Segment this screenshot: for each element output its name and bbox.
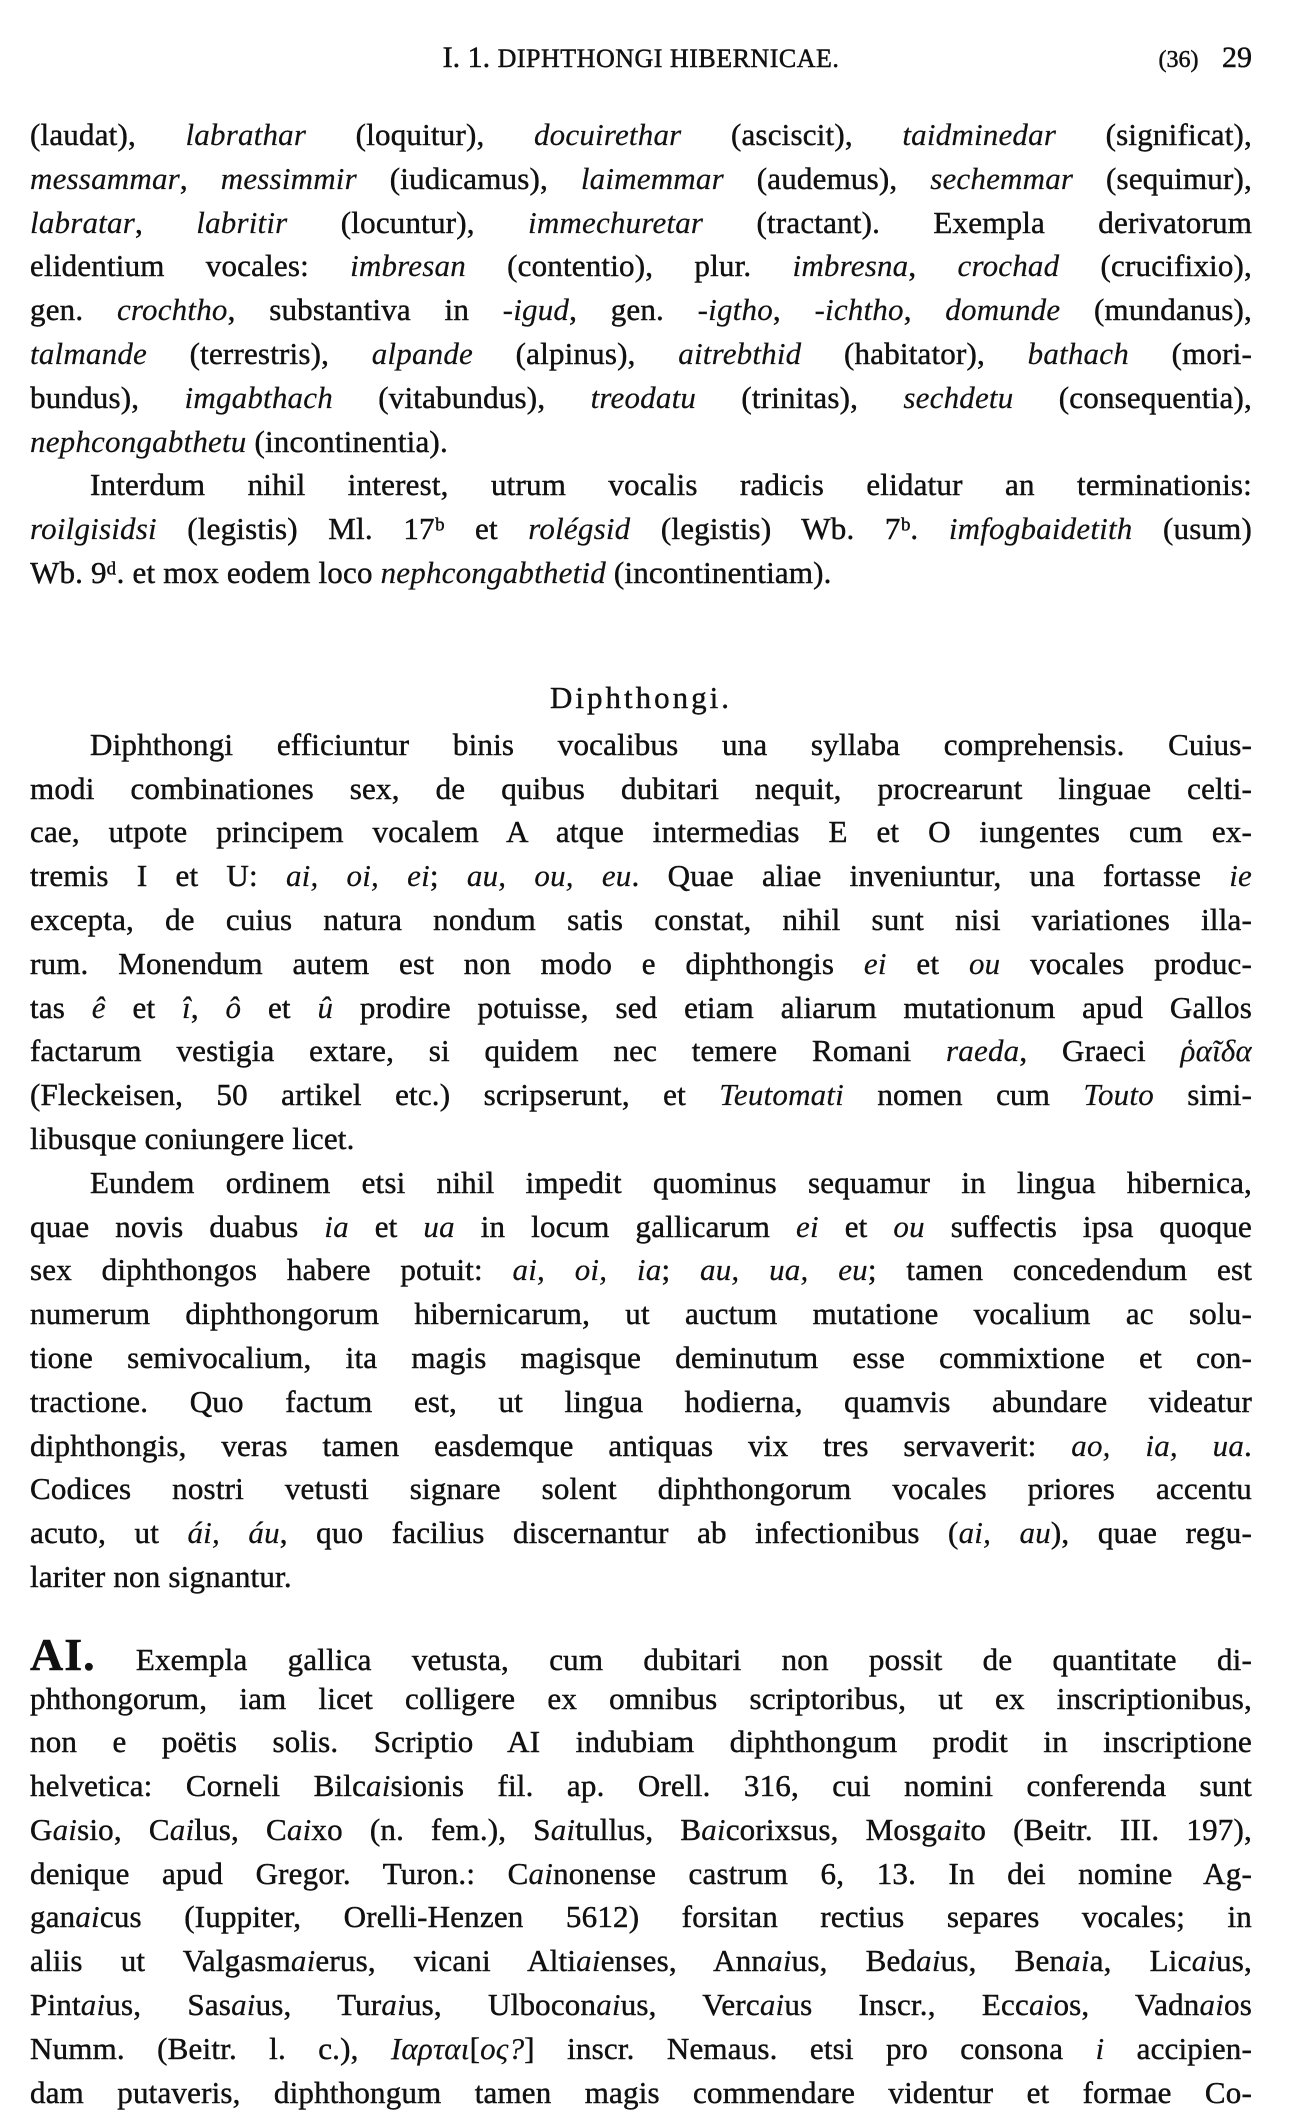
text-line	[30, 1424, 1252, 1468]
text-run: Interdum nihil interest, utrum vocalis radicis elidatur an terminationis:	[90, 467, 1252, 503]
italic-word: i	[1095, 2030, 1105, 2066]
italic-word: ie	[1229, 858, 1252, 894]
text-line	[30, 201, 1252, 245]
text-run: ), quae regu-	[1050, 1515, 1252, 1551]
text-run: os, Vadn	[1053, 1987, 1200, 2023]
italic-word: ai	[916, 1943, 941, 1979]
chapter-title: DIPHTHONGI HIBERNICAE.	[497, 44, 840, 73]
italic-word: laimemmar	[580, 160, 724, 196]
paragraph	[30, 113, 1252, 463]
text-run: us, Verc	[620, 1987, 760, 2023]
text-run: (locuntur),	[287, 204, 529, 240]
text-line	[30, 507, 1252, 551]
italic-word: ai, oi, ia	[512, 1252, 662, 1288]
italic-word: ô	[225, 989, 242, 1025]
italic-word: ai	[366, 1768, 391, 1804]
italic-word: ai	[75, 1899, 100, 1935]
italic-word: ai	[381, 1987, 406, 2023]
italic-word: messammar	[30, 160, 180, 196]
text-line	[30, 1852, 1252, 1896]
text-run: erus, vicani Alti	[315, 1943, 577, 1979]
text-run: non e poëtis solis. Scriptio AI indubiam diphthongum prodit in inscriptione	[30, 1724, 1252, 1760]
text-line	[30, 1248, 1252, 1292]
text-run: (incontinentiam).	[605, 554, 832, 590]
text-run: (tractant). Exempla derivatorum	[703, 204, 1252, 240]
italic-word: roilgisidsi	[30, 511, 157, 547]
text-run: bundus),	[30, 379, 185, 415]
text-run: , substantiva in	[227, 292, 503, 328]
text-line	[30, 1073, 1252, 1117]
text-line	[30, 1983, 1252, 2027]
text-run: .	[1244, 1427, 1252, 1463]
italic-word: imbresan	[350, 248, 466, 284]
text-line	[30, 1808, 1252, 1852]
italic-word: ê	[91, 989, 106, 1025]
text-run: et	[348, 1208, 424, 1244]
italic-word: sechemmar	[930, 160, 1074, 196]
text-line	[30, 332, 1252, 376]
italic-word: ai	[596, 1987, 621, 2023]
text-run: G	[30, 1811, 53, 1847]
text-run: dam putaveris, diphthongum tamen magis commendare videntur et formae Co-	[30, 2074, 1252, 2110]
text-run: us, Bed	[791, 1943, 917, 1979]
text-run: Codices nostri vetusti signare solent diphthongorum vocales priores accentu	[30, 1471, 1252, 1507]
italic-word: Teutomati	[719, 1077, 844, 1113]
text-run: prodire potuisse, sed etiam aliarum mutationum apud Gallos	[333, 989, 1252, 1025]
text-run: lus, C	[194, 1811, 287, 1847]
text-line	[30, 1467, 1252, 1511]
text-line	[30, 1161, 1252, 1205]
italic-word: ái, áu	[187, 1515, 280, 1551]
italic-word: au, ua, eu	[700, 1252, 868, 1288]
italic-word: talmande	[30, 335, 147, 371]
italic-word: ai	[701, 1811, 726, 1847]
text-line	[30, 1511, 1252, 1555]
italic-word: crochtho	[116, 292, 228, 328]
text-run: (legistis) Wb. 7ᵇ.	[630, 511, 949, 547]
text-run: (loquitur),	[306, 117, 534, 152]
text-run: Eundem ordinem etsi nihil impedit quominus sequamur in lingua hibernica,	[90, 1164, 1252, 1200]
section-heading: Diphthongi.	[550, 679, 732, 715]
italic-word: Ιαρται	[390, 2030, 470, 2066]
text-line	[30, 1895, 1252, 1939]
text-run: tione semivocalium, ita magis magisque deminutum esse commixtione et con-	[30, 1339, 1252, 1375]
text-run: . Quae aliae inveniuntur, una fortasse	[631, 858, 1230, 894]
original-page-number: (36)	[1158, 47, 1199, 73]
italic-word: aitrebthid	[678, 335, 802, 371]
text-line	[30, 1292, 1252, 1336]
italic-word: ος?	[480, 2030, 525, 2066]
text-run: us, Ulbocon	[405, 1987, 597, 2023]
text-run: phthongorum, iam licet colligere ex omnibus scriptoribus, ut ex inscriptionibus,	[30, 1680, 1252, 1716]
italic-word: ai	[937, 1811, 962, 1847]
italic-word: imfogbaidetith	[948, 511, 1133, 547]
italic-word: ai	[286, 1811, 312, 1847]
italic-word: ai	[52, 1811, 78, 1847]
italic-word: labratar	[30, 204, 135, 240]
italic-word: î	[182, 989, 191, 1025]
text-run: us, Sas	[105, 1987, 232, 2023]
text-run: us,	[1216, 1943, 1252, 1979]
text-run: (audemus),	[723, 160, 931, 196]
text-run: (mori-	[1128, 335, 1252, 371]
italic-word: ou	[968, 945, 1001, 981]
running-head	[30, 36, 1252, 80]
text-run: (iudicamus),	[356, 160, 581, 196]
text-run: (laudat),	[30, 117, 186, 152]
text-run: (incontinentia).	[246, 423, 448, 459]
paragraph	[30, 463, 1252, 594]
italic-word: ai	[767, 1943, 792, 1979]
text-run: suffectis ipsa quoque	[924, 1208, 1252, 1244]
text-line	[30, 420, 1252, 464]
italic-word: ai	[576, 1943, 601, 1979]
paragraph	[30, 723, 1252, 1161]
text-run: us, Ben	[940, 1943, 1066, 1979]
text-line	[30, 898, 1252, 942]
text-line	[30, 986, 1252, 1030]
italic-word: ai	[1199, 1987, 1225, 2023]
italic-word: ei	[796, 1208, 819, 1244]
text-line	[30, 1720, 1252, 1764]
text-line	[30, 113, 1252, 157]
text-run: ,	[179, 160, 221, 196]
italic-word: ai	[169, 1811, 195, 1847]
text-run: (sequimur),	[1073, 160, 1252, 196]
italic-word: ai	[1028, 1987, 1054, 2023]
text-run: factarum vestigia extare, si quidem nec temere Romani	[30, 1033, 947, 1069]
text-run: ; tamen concedendum est	[867, 1252, 1252, 1288]
text-run: rum. Monendum autem est non modo e diphthongis	[30, 945, 864, 981]
text-run: enses, Ann	[600, 1943, 768, 1979]
page-number: 29	[1222, 41, 1252, 74]
text-run: ;	[661, 1252, 701, 1288]
text-run: (habitator),	[801, 335, 1028, 371]
text-run: et	[886, 945, 969, 981]
text-run: et	[105, 989, 182, 1025]
text-line	[30, 288, 1252, 332]
italic-word: ai	[80, 1987, 106, 2023]
text-run: Diphthongi efficiuntur binis vocalibus una syllaba comprehensis. Cuius-	[90, 726, 1252, 762]
italic-word: alpande	[371, 335, 474, 371]
text-run: denique apud Gregor. Turon.: C	[30, 1855, 529, 1891]
text-line	[30, 1939, 1252, 1983]
text-line	[30, 1555, 1252, 1599]
italic-word: ai	[528, 1855, 554, 1891]
paragraph	[30, 1633, 1252, 2115]
text-run: ;	[429, 858, 467, 894]
text-run: sionis fil. ap. Orell. 316, cui nomini conferenda sunt	[390, 1768, 1252, 1804]
italic-word: treodatu	[590, 379, 697, 415]
text-run: cus (Iuppiter, Orelli-Henzen 5612) forsitan rectius separes vocales; in	[99, 1899, 1252, 1935]
text-line	[30, 463, 1252, 507]
italic-word: docuirethar	[533, 117, 682, 152]
text-line	[30, 1205, 1252, 1249]
text-run: simi-	[1153, 1077, 1252, 1113]
text-run: ,	[134, 204, 197, 240]
italic-word: ai	[759, 1987, 785, 2023]
text-run: (contentio), plur.	[465, 248, 793, 284]
text-run: (legistis) Ml. 17ᵇ et	[156, 511, 529, 547]
italic-word: ai	[1065, 1943, 1090, 1979]
text-run: ,	[772, 292, 815, 328]
text-run: sio, C	[77, 1811, 170, 1847]
text-line	[30, 767, 1252, 811]
italic-word: -igtho	[697, 292, 773, 328]
text-run: (consequentia),	[1013, 379, 1252, 415]
text-run: os	[1224, 1987, 1252, 2023]
text-line	[30, 157, 1252, 201]
text-line	[30, 2071, 1252, 2115]
text-run: [	[469, 2030, 481, 2066]
text-run: Pint	[30, 1987, 81, 2023]
text-run: lariter non signantur.	[30, 1558, 292, 1594]
text-run: (vitabundus),	[332, 379, 591, 415]
text-run: diphthongis, veras tamen easdemque antiquas vix tres servaverit:	[30, 1427, 1072, 1463]
italic-word: immechuretar	[528, 204, 704, 240]
text-run: ,	[190, 989, 226, 1025]
italic-word: ai, au	[958, 1515, 1051, 1551]
text-run: cae, utpote principem vocalem A atque intermedias E et O iungentes cum ex-	[30, 814, 1252, 850]
italic-word: imgabthach	[184, 379, 333, 415]
text-run: ,	[903, 292, 946, 328]
text-run: (alpinus),	[473, 335, 679, 371]
text-run: Wb. 9ᵈ. et mox eodem loco	[30, 554, 381, 590]
text-run: us, Tur	[255, 1987, 382, 2023]
italic-word: labrathar	[185, 117, 307, 152]
italic-word: ia	[324, 1208, 349, 1244]
text-line	[30, 1117, 1252, 1161]
italic-word: -ichtho	[814, 292, 904, 328]
text-line	[30, 551, 1252, 595]
text-line	[30, 1029, 1252, 1073]
text-run: xo (n. fem.), S	[311, 1811, 551, 1847]
text-run: (usum)	[1132, 511, 1252, 547]
italic-word: ai	[550, 1811, 576, 1847]
text-run: , quo facilius discernantur ab infectionibus (	[279, 1515, 959, 1551]
section-initial: AI.	[30, 1632, 96, 1677]
text-run: (terrestris),	[146, 335, 372, 371]
text-run: (significat),	[1056, 117, 1252, 152]
text-run: quae novis duabus	[30, 1208, 325, 1244]
text-line	[30, 1336, 1252, 1380]
italic-word: ῥαῖδα	[1180, 1033, 1252, 1069]
text-run: elidentium vocales:	[30, 248, 351, 284]
text-run: ] inscr. Nemaus. etsi pro consona	[524, 2030, 1096, 2066]
italic-word: ai	[231, 1987, 256, 2023]
text-run: , Graeci	[1019, 1033, 1181, 1069]
text-run: (asciscit),	[681, 117, 903, 152]
italic-word: imbresna	[792, 248, 909, 284]
text-run: gen.	[30, 292, 117, 328]
italic-word: domunde	[945, 292, 1061, 328]
text-run: nomen cum	[843, 1077, 1084, 1113]
italic-word: taidminedar	[902, 117, 1057, 152]
text-run: us Inscr., Ecc	[784, 1987, 1029, 2023]
text-run: tas	[30, 989, 92, 1025]
text-line	[30, 244, 1252, 288]
italic-word: ei	[863, 945, 887, 981]
text-run: gan	[30, 1899, 76, 1935]
text-run: nonense castrum 6, 13. In dei nomine Ag-	[553, 1855, 1252, 1891]
paragraph	[30, 1161, 1252, 1599]
italic-word: au, ou, eu	[466, 858, 632, 894]
text-line	[30, 1380, 1252, 1424]
text-line	[30, 1677, 1252, 1721]
text-line	[30, 810, 1252, 854]
italic-word: -igud	[502, 292, 570, 328]
text-run: acuto, ut	[30, 1515, 188, 1551]
text-run: (Fleckeisen, 50 artikel etc.) scripserunt, et	[30, 1077, 720, 1113]
italic-word: ao, ia, ua	[1071, 1427, 1245, 1463]
text-run: libusque coniungere licet.	[30, 1120, 355, 1156]
italic-word: ai	[290, 1943, 316, 1979]
italic-word: nephcongabthetu	[30, 423, 247, 459]
running-title	[30, 36, 1252, 81]
text-run: Exempla gallica vetusta, cum dubitari non possit de quantitate di-	[95, 1641, 1252, 1677]
text-run: a, Lic	[1089, 1943, 1192, 1979]
text-run: , gen.	[569, 292, 698, 328]
text-run: Numm. (Beitr. l. c.),	[30, 2030, 391, 2066]
text-run: accipien-	[1104, 2030, 1252, 2066]
italic-word: ou	[893, 1208, 925, 1244]
text-run: et	[241, 989, 318, 1025]
text-run: tractione. Quo factum est, ut lingua hodierna, quamvis abundare videatur	[30, 1383, 1252, 1419]
text-run: vocales produc-	[1000, 945, 1252, 981]
text-run: tullus, B	[575, 1811, 702, 1847]
italic-word: rolégsid	[528, 511, 631, 547]
italic-word: raeda	[946, 1033, 1020, 1069]
text-line	[30, 942, 1252, 986]
italic-word: messimmir	[220, 160, 357, 196]
text-run: (mundanus),	[1060, 292, 1252, 328]
text-run: excepta, de cuius natura nondum satis constat, nihil sunt nisi variationes illa-	[30, 901, 1252, 937]
italic-word: ai, oi, ei	[285, 858, 430, 894]
text-line	[30, 1764, 1252, 1808]
text-run: tremis I et U:	[30, 858, 286, 894]
italic-word: crochad	[957, 248, 1060, 284]
text-line	[30, 854, 1252, 898]
italic-word: ua	[423, 1208, 455, 1244]
italic-word: nephcongabthetid	[380, 554, 606, 590]
text-run: (crucifixio),	[1059, 248, 1252, 284]
text-run: corixsus, Mosg	[725, 1811, 938, 1847]
text-line	[30, 2027, 1252, 2071]
text-run: ,	[908, 248, 958, 284]
text-run: helvetica: Corneli Bilc	[30, 1768, 367, 1804]
text-run: sex diphthongos habere potuit:	[30, 1252, 513, 1288]
text-run: modi combinationes sex, de quibus dubitari nequit, procrearunt linguae celti-	[30, 770, 1252, 806]
italic-word: û	[317, 989, 334, 1025]
page-body	[30, 113, 1252, 2114]
italic-word: ai	[1191, 1943, 1217, 1979]
text-run: numerum diphthongorum hibernicarum, ut auctum mutatione vocalium ac solu-	[30, 1296, 1252, 1332]
text-line	[30, 723, 1252, 767]
italic-word: Touto	[1083, 1077, 1154, 1113]
text-run: to (Beitr. III. 197),	[961, 1811, 1252, 1847]
text-line	[30, 376, 1252, 420]
text-run: in locum gallicarum	[454, 1208, 796, 1244]
page-numbers	[1159, 36, 1252, 82]
italic-word: bathach	[1027, 335, 1129, 371]
italic-word: sechdetu	[903, 379, 1014, 415]
text-run: aliis ut Valgasm	[30, 1943, 291, 1979]
text-line	[30, 1633, 1252, 1677]
italic-word: labritir	[196, 204, 288, 240]
section-number: I. 1.	[442, 41, 491, 74]
text-run: et	[818, 1208, 894, 1244]
text-run: (trinitas),	[696, 379, 904, 415]
